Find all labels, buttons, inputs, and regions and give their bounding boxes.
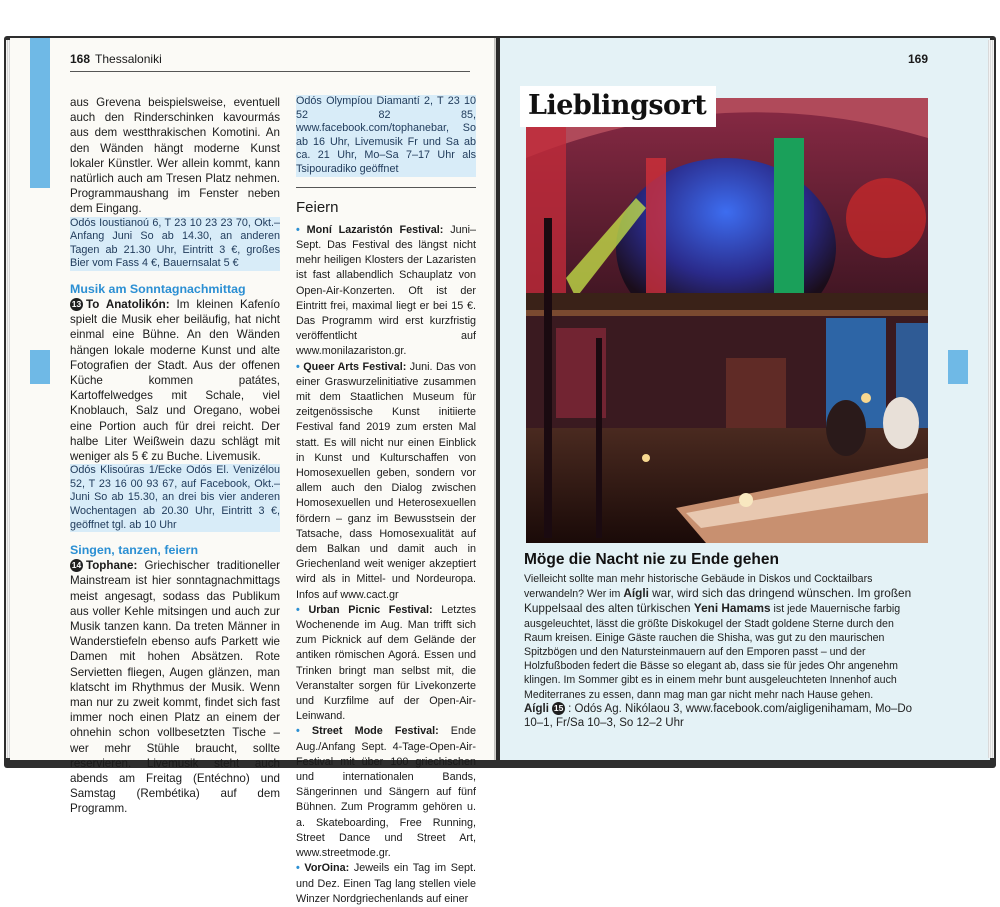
right-page-edges [988, 40, 994, 758]
thumb-tab-right [948, 350, 968, 384]
running-head [70, 52, 162, 66]
venue-description: Griechischer traditioneller Mainstream ist hier sonntagnachmittags meist angesagt, sodass das Publikum aus voller Kehle mitsingen und auch zur Musik tanzen kann. Da treten Männer in Wanderstiefeln ebenso aufs Parkett wie Damen mit hohen Absätzen. Rote Servietten fliegen, Augen glänzen, man klatscht im Rhythmus der Musik. Wenn man nur zu zweit kommt, findet sich fast immer noch einen Platz an einem der ohnehin schon vollbesetzten Tische – wer mehr Stühle braucht, sollte reservieren. Livemusik steht auch abends am Freitag (Entéchno) und Samstag (Rembétika) auf dem Programm. [70, 559, 280, 816]
header-rule [70, 71, 470, 72]
caption-title: Möge die Nacht nie zu Ende gehen [524, 551, 779, 568]
intro-paragraph: aus Grevena beispielsweise, eventuell auch den Rinderschinken kavourmás aus dem westthrakischen Komotini. An den Wänden hängt moderne Kunst lokaler Künstler. Wer allein kommt, kann natürlich auch am Tresen Platz nehmen. Programmaushang im Fenster neben dem Eingang. [70, 96, 280, 216]
festival-description: Jeweils ein Tag im Sept. und Dez. Einen Tag lang stellen viele Winzer Nordgriechenlands auf einer [296, 862, 477, 905]
page-number-left: 168 [70, 52, 91, 66]
venue-name: To Anatolikón: [86, 298, 170, 311]
festival-description: Juni–Sept. Das Festival des längst nicht mehr heiligen Klosters der Lazaristen ist fast allabendlich Schauplatz von Open-Air-Konzerten. Oft ist der Eintritt frei, maximal liegt er bei 15 €. Das Programm wird erst kurzfristig veröffentlicht auf www.monilazariston.gr. [296, 223, 477, 358]
lieblingsort-banner: Lieblingsort [520, 86, 716, 127]
left-page [10, 38, 496, 905]
map-marker-15-icon: 15 [553, 702, 564, 713]
festival-list [296, 223, 476, 907]
festival-name: Street Mode Festival: [311, 725, 439, 738]
tophane-info-box: Odós Olympíou Diamantí 2, T 23 10 52 82 85, www.facebook.com/tophanebar, So ab 16 Uhr, Livemusik Fr und Sa ab ca. 21 Uhr, Mo–Sa 7–17 Uhr als Tsipouradiko geöffnet [296, 95, 476, 175]
anatolikon-entry [70, 297, 280, 464]
anatolikon-info-box: Odós Klisoúras 1/Ecke Odós El. Venizélou 52, T 23 16 00 93 67, auf Facebook, Okt.–Juni So ab 15.30, an drei bis vier anderen Wochentagen ab 20.30 Uhr, Eintritt 3 €, geöffnet tgl. ab 10 Uhr [70, 464, 280, 531]
caption-part: Vielleicht sollte man mehr historische Gebäude in Diskos und Cocktailbars verwandeln? Wer im [524, 573, 873, 601]
map-marker-14-icon: 14 [71, 560, 82, 571]
festival-item [296, 861, 476, 907]
page-number-right: 169 [907, 52, 928, 66]
bullet-icon: • [296, 725, 312, 738]
bullet-icon: • [296, 360, 304, 373]
right-page [500, 38, 990, 760]
thumb-tab-top [30, 38, 50, 188]
club-interior-illustration [526, 98, 928, 543]
bullet-icon: • [296, 603, 309, 616]
section-heading-feiern: Feiern [296, 187, 476, 215]
info-venue-name: Aígli [524, 702, 549, 715]
bullet-icon: • [296, 862, 305, 875]
festival-item [296, 223, 476, 360]
venue-description: Im kleinen Kafenío spielt die Musik eher beiläufig, hat nicht einmal eine Bühne. An den Wänden hängen lokale moderne Kunst und alte Fotografien der Stadt. Aus der offenen Küche kommen patátes, Kartoffelwedges mit Schale, viel Knoblauch, Salz und Oregano, wobei eine Portion auch für drei reicht. Der halbe Liter Weißwein dazu schlägt mit weniger als 5 € zu Buche. Livemusik. [70, 298, 280, 464]
festival-item [296, 724, 476, 861]
caption-part: ist jede Mauernische farbig ausgeleuchtet, lässt die größte Diskokugel der Stadt goldene Sterne durch den Raum kreisen. Einige Gäste rauchen die Shisha, was gut zu den maurischen Spitzbögen und den Natursteinmauern auf den Emporen passt – und der Holzfußboden federt die Bässe so elegant ab, dass sie für jedes Ohr angenehm klingen. Im Sommer gibt es in einem mehr bunt ausgeleuchteten Innenhof auch Mediterranes zu essen, dann mag man gar nicht mehr nach Hause gehen. [524, 603, 901, 701]
caption-info [524, 702, 916, 730]
caption-venue: Aígli [623, 586, 649, 601]
caption-part: war, wird sich das dringend wünschen. Im großen Kuppelsaal des alten türkischen [524, 586, 912, 616]
festival-name: Urban Picnic Festival: [308, 603, 433, 616]
caption-text [524, 572, 916, 730]
festival-name: VorOina: [304, 862, 350, 875]
festival-item [296, 603, 476, 725]
festival-name: Queer Arts Festival: [303, 360, 407, 373]
caption-venue: Yeni Hamams [693, 601, 771, 616]
text-column-1 [70, 95, 280, 817]
text-column-2 [296, 95, 476, 907]
running-head-title: Thessaloniki [95, 52, 162, 66]
festival-name: Moní Lazaristón Festival: [306, 223, 444, 236]
bullet-icon: • [296, 223, 307, 236]
section-heading-dance: Singen, tanzen, feiern [70, 543, 199, 558]
tophane-entry [70, 558, 280, 816]
map-marker-13-icon: 13 [71, 299, 82, 309]
festival-description: Letztes Wochenende im Aug. Man trifft sich zum Picknick auf dem Gelände der antiken römischen Agorá. Essen und Trinken bringt man selbst mit, die Veranstalter sorgen für Livekonzerte und Kurzfilme auf der Open-Air-Leinwand. [296, 603, 477, 723]
festival-item [296, 360, 476, 603]
venue-name: Tophane: [86, 559, 138, 573]
club-interior-photo [526, 98, 928, 543]
info-details: : Odós Ag. Nikólaou 3, www.facebook.com/aigligenihamam, Mo–Do 10–1, Fr/Sa 10–3, So 12–2 Uhr [524, 702, 913, 730]
festival-description: Ende Aug./Anfang Sept. 4-Tage-Open-Air-Festival mit über 100 griechischen und internationalen Bands, Sängerinnen und Sängern auf fünf Bühnen. Zum Programm gehören u. a. Skateboarding, Free Running, Street Dance und Street Art, www.streetmode.gr. [296, 725, 477, 860]
thumb-tab-middle [30, 350, 50, 384]
festival-description: Juni. Das von einer Graswurzelinitiative zusammen mit dem Staatlichen Museum für zeitgenössische Kunst initiierte Festival fand 2019 zum ersten Mal statt. Es will nicht nur einen Einblick in Kunst und Kulturschaffen von Homosexuellen geben, sondern vor allem auch den Dialog zwischen Homosexuellen und Heterosexuellen fördern – ganz im Bewusstsein der Tatsache, dass Homosexualität auf dem Balkan und damit auch in Griechenland weit weniger akzeptiert wird als in Mittel- und Nordeuropa. Infos auf www.cact.gr [296, 360, 476, 601]
intro-info-box: Odós Ioustianoú 6, T 23 10 23 23 70, Okt.–Anfang Juni So ab 14.30, an anderen Tagen ab 21.30 Uhr, Eintritt 3 €, großes Bier vom Fass 4 €, Bauernsalat 5 € [70, 216, 280, 270]
section-heading-music: Musik am Sonntagnachmittag [70, 282, 246, 296]
